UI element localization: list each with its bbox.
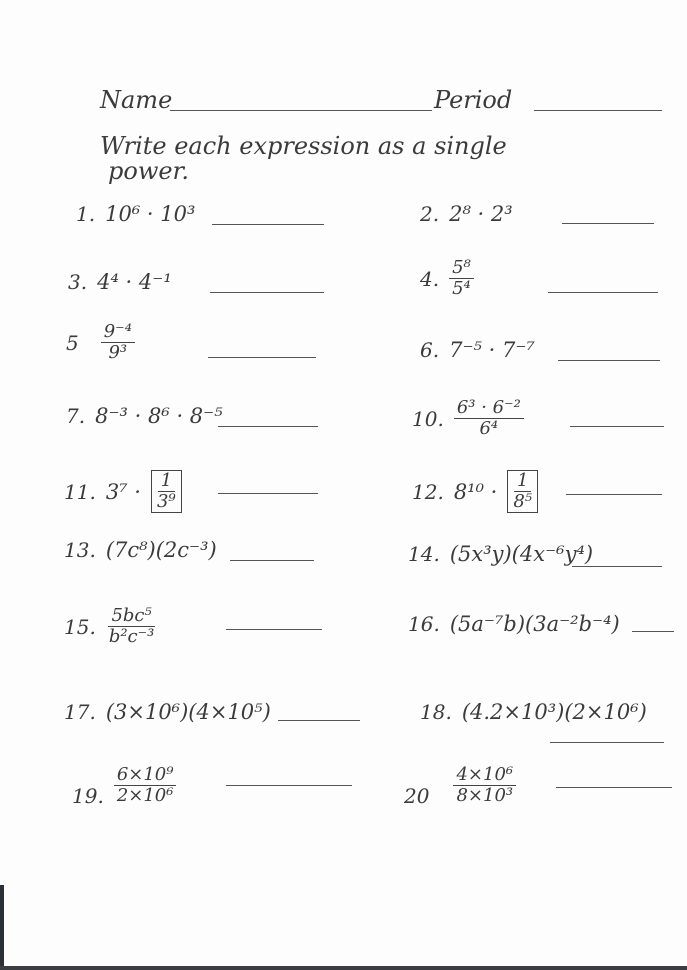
problem-1 (76, 202, 195, 226)
problem-18 (420, 700, 647, 724)
problem-15 (64, 606, 157, 647)
problem-20 (404, 762, 516, 808)
problem-12 (412, 470, 538, 513)
numerator: 4×10⁶ (453, 765, 516, 786)
answer-line-13[interactable] (230, 560, 314, 561)
answer-line-17[interactable] (278, 720, 360, 721)
denominator: 5⁴ (452, 278, 471, 299)
problem-number: 7. (66, 404, 86, 428)
answer-line-7[interactable] (218, 426, 318, 427)
name-answer-line[interactable] (170, 110, 432, 111)
answer-line-11[interactable] (218, 493, 318, 494)
problem-expression: (7c⁸)(2c⁻³) (105, 538, 217, 562)
problem-number: 3. (68, 270, 88, 294)
problem-19 (72, 762, 176, 808)
problem-14 (408, 542, 593, 566)
fraction (449, 258, 474, 299)
problem-10 (412, 398, 524, 439)
problem-expression: 4⁴ · 4⁻¹ (97, 270, 172, 294)
numerator: 5⁸ (449, 258, 474, 279)
problem-number: 2. (420, 202, 440, 226)
problem-number: 5 (66, 330, 79, 355)
problem-16 (408, 612, 620, 636)
problem-expression: 7⁻⁵ · 7⁻⁷ (449, 338, 535, 362)
answer-line-3[interactable] (210, 292, 324, 293)
answer-line-16[interactable] (632, 631, 674, 632)
instructions-line-2: power. (108, 157, 190, 185)
problem-number: 20 (404, 784, 430, 808)
scan-edge-bottom (0, 966, 687, 970)
numerator: 9⁻⁴ (101, 322, 135, 343)
period-answer-line[interactable] (534, 110, 662, 111)
problem-expression: 10⁶ · 10³ (105, 202, 196, 226)
answer-line-5[interactable] (208, 357, 316, 358)
denominator: b²c⁻³ (108, 626, 155, 647)
fraction (454, 398, 524, 439)
fraction (453, 765, 516, 806)
numerator: 1 (158, 471, 175, 492)
answer-line-12[interactable] (566, 494, 662, 495)
problem-number: 15. (64, 614, 96, 639)
problem-number: 13. (64, 538, 96, 562)
problem-5 (66, 322, 135, 363)
problem-7 (66, 404, 223, 428)
fraction (114, 765, 177, 806)
numerator: 6×10⁹ (114, 765, 177, 786)
problem-13 (64, 538, 217, 562)
problem-number: 10. (412, 406, 444, 431)
bracketed-fraction (151, 470, 182, 513)
problem-6 (420, 338, 535, 362)
problem-3 (68, 270, 172, 294)
denominator: 8⁵ (513, 491, 533, 512)
problem-expression: 8⁻³ · 8⁶ · 8⁻⁵ (95, 404, 223, 428)
numerator: 1 (514, 471, 531, 492)
problem-expression: 8¹⁰ · (453, 479, 498, 504)
problem-expression: (5x³y)(4x⁻⁶y⁴) (449, 542, 594, 566)
problem-number: 18. (420, 700, 452, 724)
denominator: 6⁴ (479, 418, 499, 439)
answer-line-15[interactable] (226, 629, 322, 630)
answer-line-18[interactable] (550, 742, 664, 743)
problem-expression: (4.2×10³)(2×10⁶) (461, 700, 647, 724)
problem-4 (420, 258, 474, 299)
problem-expression: 2⁸ · 2³ (449, 202, 513, 226)
answer-line-20[interactable] (556, 787, 672, 788)
answer-line-1[interactable] (212, 224, 324, 225)
answer-line-10[interactable] (570, 426, 664, 427)
problem-number: 16. (408, 612, 440, 636)
fraction (101, 322, 135, 363)
problem-number: 17. (64, 700, 96, 724)
problem-number: 19. (72, 784, 104, 808)
answer-line-4[interactable] (548, 292, 658, 293)
problem-2 (420, 202, 513, 226)
answer-line-2[interactable] (562, 223, 654, 224)
problem-expression: (5a⁻⁷b)(3a⁻²b⁻⁴) (449, 612, 620, 636)
bracketed-fraction (507, 470, 538, 513)
fraction (106, 606, 158, 647)
denominator: 9³ (108, 342, 128, 363)
problem-number: 1. (76, 202, 96, 226)
problem-number: 14. (408, 542, 440, 566)
scan-edge-left (0, 885, 4, 970)
problem-number: 11. (64, 479, 96, 504)
answer-line-14[interactable] (572, 566, 662, 567)
instructions-line-1: Write each expression as a single (100, 132, 507, 160)
numerator: 5bc⁵ (108, 606, 154, 627)
problem-17 (64, 700, 271, 724)
denominator: 8×10³ (456, 784, 514, 806)
problem-expression: 3⁷ · (105, 479, 141, 504)
denominator: 2×10⁶ (116, 784, 174, 806)
problem-number: 4. (420, 266, 440, 291)
problem-expression: (3×10⁶)(4×10⁵) (105, 700, 271, 724)
problem-number: 6. (420, 338, 440, 362)
name-label: Name (100, 86, 173, 114)
denominator: 3⁹ (156, 491, 176, 512)
answer-line-19[interactable] (226, 785, 352, 786)
period-label: Period (434, 86, 513, 114)
answer-line-6[interactable] (558, 360, 660, 361)
problem-11 (64, 470, 182, 513)
problem-number: 12. (412, 479, 444, 504)
numerator: 6³ · 6⁻² (454, 398, 524, 419)
